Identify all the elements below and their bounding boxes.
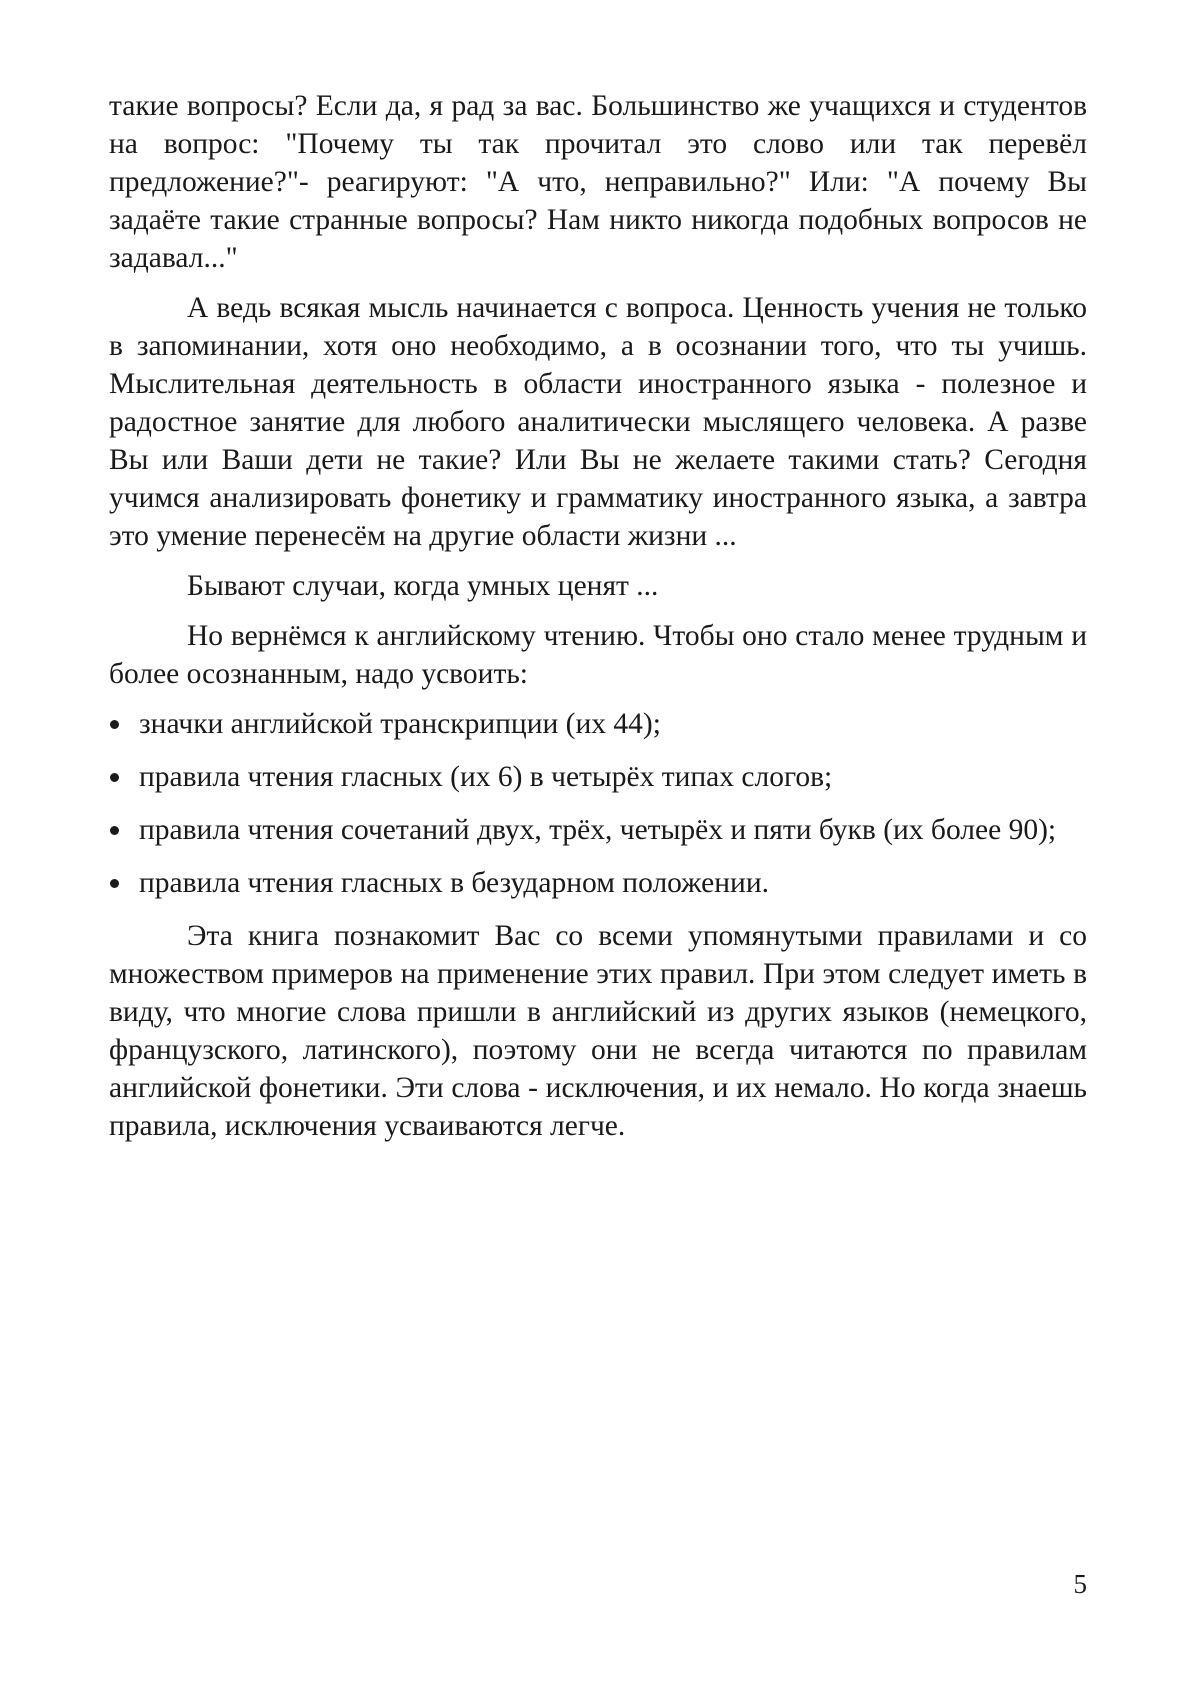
bullet-dot-icon [110,879,119,888]
list-item [109,811,1087,849]
document-page [109,0,1087,1701]
bullet-dot-icon [110,720,119,729]
paragraph-3: Бывают случаи, когда умных ценят ... [187,570,659,602]
list-item [109,705,1087,743]
list-item [109,864,1087,902]
paragraph-1: такие вопросы? Если да, я рад за вас. Большинство же учащихся и студентов на вопрос: "Почему ты так прочитал это слово или так перевёл предложение?"- реагируют: "А что, неправильно?" Или: "А почему Вы задаёте такие странные вопросы? Нам никто никогда подобных вопросов не задавал..." [109,90,1087,274]
list-item-text: правила чтения сочетаний двух, трёх, четырёх и пяти букв (их более 90); [139,814,1057,846]
list-item-text: правила чтения гласных (их 6) в четырёх типах слогов; [139,761,833,793]
bullet-dot-icon [110,826,119,835]
list-item [109,758,1087,796]
paragraph-5: Эта книга познакомит Вас со всеми упомянутыми правилами и со множеством примеров на применение этих правил. При этом следует иметь в виду, что многие слова пришли в английский из других языков (немецкого, французского, латинского), поэтому они не всегда читаются по правилам английской фонетики. Эти слова - исключения, и их немало. Но когда знаешь правила, исключения усваиваются легче. [109,920,1087,1142]
text-block [109,87,1087,1157]
bullet-dot-icon [110,773,119,782]
paragraph-2: А ведь всякая мысль начинается с вопроса. Ценность учения не только в запоминании, хотя оно необходимо, а в осознании того, что ты учишь. Мыслительная деятельность в области иностранного языка - полезное и радостное занятие для любого аналитически мыслящего человека. А разве Вы или Ваши дети не такие? Или Вы не желаете такими стать? Сегодня учимся анализировать фонетику и грамматику иностранного языка, а завтра это умение перенесём на другие области жизни ... [109,292,1087,552]
rules-bullet-list [109,705,1087,902]
page-number: 5 [1073,1569,1087,1599]
paragraph-4: Но вернёмся к английскому чтению. Чтобы оно стало менее трудным и более осознанным, надо усвоить: [109,620,1087,690]
list-item-text: правила чтения гласных в безударном положении. [139,867,770,899]
list-item-text: значки английской транскрипции (их 44); [139,708,661,740]
